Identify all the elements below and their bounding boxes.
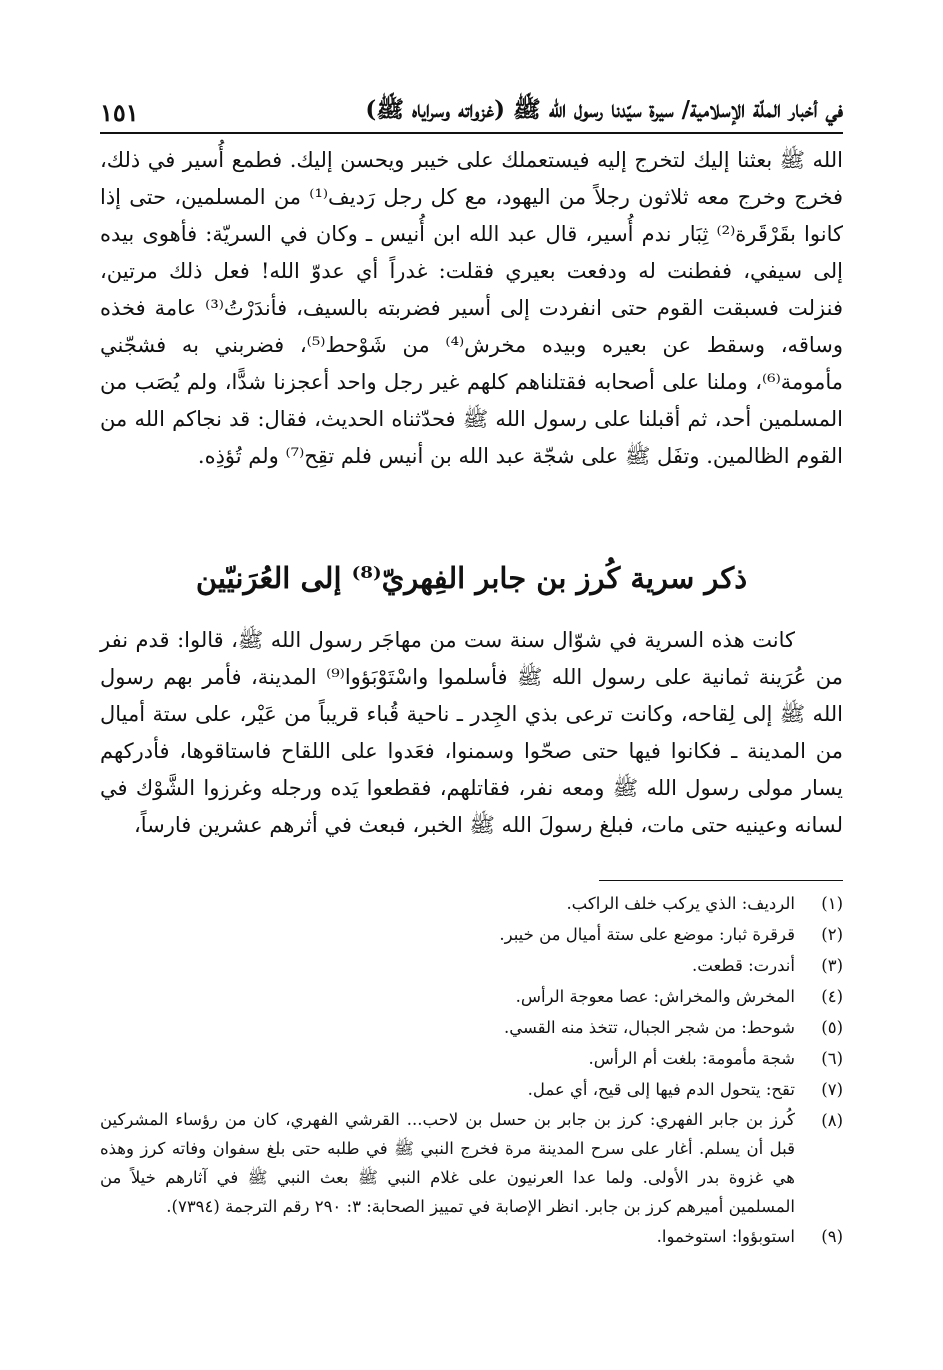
- footnote-text: استوبؤوا: استوخموا.: [656, 1227, 795, 1246]
- footnote-number: (٢): [821, 925, 843, 944]
- main-text-block-2: [100, 622, 843, 844]
- page-header: [100, 92, 843, 134]
- footnote-5: [100, 1012, 843, 1043]
- main-text-block: [100, 142, 843, 475]
- footnote-number: (٩): [821, 1227, 843, 1246]
- footnote-number: (٦): [821, 1049, 843, 1068]
- footnote-text: شوحط: من شجر الجبال، تتخذ منه القسي.: [503, 1018, 795, 1037]
- footnote-7: [100, 1074, 843, 1105]
- footnote-number: (٤): [821, 987, 843, 1006]
- footnote-1: [100, 888, 843, 919]
- footnotes-list: [100, 888, 843, 1252]
- footnote-3: [100, 950, 843, 981]
- footnote-text: المخرش والمخراش: عصا معوجة الرأس.: [515, 987, 795, 1006]
- page-number: ١٥١: [100, 97, 139, 127]
- footnote-4: [100, 981, 843, 1012]
- footnote-text: شجة مأمومة: بلغت أم الرأس.: [588, 1049, 795, 1068]
- footnote-number: (٨): [821, 1111, 843, 1130]
- footnote-text: تقح: يتحول الدم فيها إلى قيح، أي عمل.: [527, 1080, 795, 1099]
- section-heading: ذكر سرية كُرز بن جابر الفِهريّ⁽⁸⁾ إلى العُرَنيّين: [195, 561, 748, 595]
- footnote-6: [100, 1043, 843, 1074]
- footnote-text: الرديف: الذي يركب خلف الراكب.: [566, 894, 795, 913]
- footnote-number: (٧): [821, 1080, 843, 1099]
- footnote-number: (٣): [821, 956, 843, 975]
- footnote-text: قرقرة ثبار: موضع على ستة أميال من خيبر.: [499, 925, 795, 944]
- footnote-2: [100, 919, 843, 950]
- footnote-number: (٥): [821, 1018, 843, 1037]
- footnote-text: كُرز بن جابر الفهري: كرز بن جابر بن حسل بن لاحب... القرشي الفهري، كان من رؤساء المشركين قبل أن يسلم. أغار على سرح المدينة مرة فخرج النبي ﷺ في طلبه حتى بلغ سفوان وفاته كرز وهذه هي غزوة بدر الأولى. ولما عدا العرنيون على غلام النبي ﷺ بعث النبي ﷺ في آثارهم خيلاً من المسلمين أميرهم كرز بن جابر. انظر الإصابة في تمييز الصحابة: ٣: ٢٩٠ رقم الترجمة (٧٣٩٤).: [100, 1110, 795, 1216]
- footnote-text: أندرت: قطعت.: [692, 956, 795, 975]
- running-title: في أخبار الملّة الإسلامية/ سيرة سيّدنا رسول الله ﷺ (غزواته وسراياه ﷺ): [365, 96, 843, 123]
- footnote-divider: [599, 880, 843, 881]
- footnote-number: (١): [821, 894, 843, 913]
- footnote-8: [100, 1105, 843, 1221]
- paragraph-1: الله ﷺ بعثنا إليك لتخرج إليه فيستعملك على خيبر ويحسن إليك. فطمع أُسير في ذلك، فخرج وخرج معه ثلاثون رجلاً من اليهود، مع كل رجل رَديف⁽¹⁾ من المسلمين، حتى إذا كانوا بقَرْقَرة⁽²⁾ ثِبَار ندم أُسير، قال عبد الله ابن أُنيس ـ وكان في السريّة: فأهوى بيده إلى سيفي، ففطنت له ودفعت بعيري فقلت: غدراً أي عدوّ الله! فعل ذلك مرتين، فنزلت فسبقت القوم حتى انفردت إلى أسير فضربته بالسيف، فأندَرْتُ⁽³⁾ عامة فخذه وساقه، وسقط عن بعيره وبيده مخرش⁽⁴⁾ من شَوْحط⁽⁵⁾، فضربني به فشجّني مأمومة⁽⁶⁾، وملنا على أصحابه فقتلناهم كلهم غير رجل واحد أعجزنا شدًّا، ولم يُصَب من المسلمين أحد، ثم أقبلنا على رسول الله ﷺ فحدّثناه الحديث، فقال: قد نجاكم الله من القوم الظالمين. وتفَل ﷺ على شجّة عبد الله بن أنيس فلم تقِح⁽⁷⁾ ولم تُؤذِه.: [100, 148, 843, 468]
- footnote-9: [100, 1221, 843, 1252]
- paragraph-2: كانت هذه السرية في شوّال سنة ست من مهاجَر رسول الله ﷺ، قالوا: قدم نفر من عُرَينة ثمانية على رسول الله ﷺ فأسلموا واسْتَوْبَؤوا⁽⁹⁾ المدينة، فأمر بهم رسول الله ﷺ إلى لِقاحه، وكانت ترعى بذي الجِدر ـ ناحية قُباء قريباً من عَيْر، على ستة أميال من المدينة ـ فكانوا فيها حتى صحّوا وسمنوا، فعَدوا على اللقاح فاستاقوها، فأدركهم يسار مولى رسول الله ﷺ ومعه نفر، فقاتلهم، فقطعوا يَده ورجله وغرزوا الشَّوْك في لسانه وعينيه حتى مات، فبلغ رسولَ الله ﷺ الخبر، فبعث في أثرهم عشرين فارساً،: [100, 628, 843, 837]
